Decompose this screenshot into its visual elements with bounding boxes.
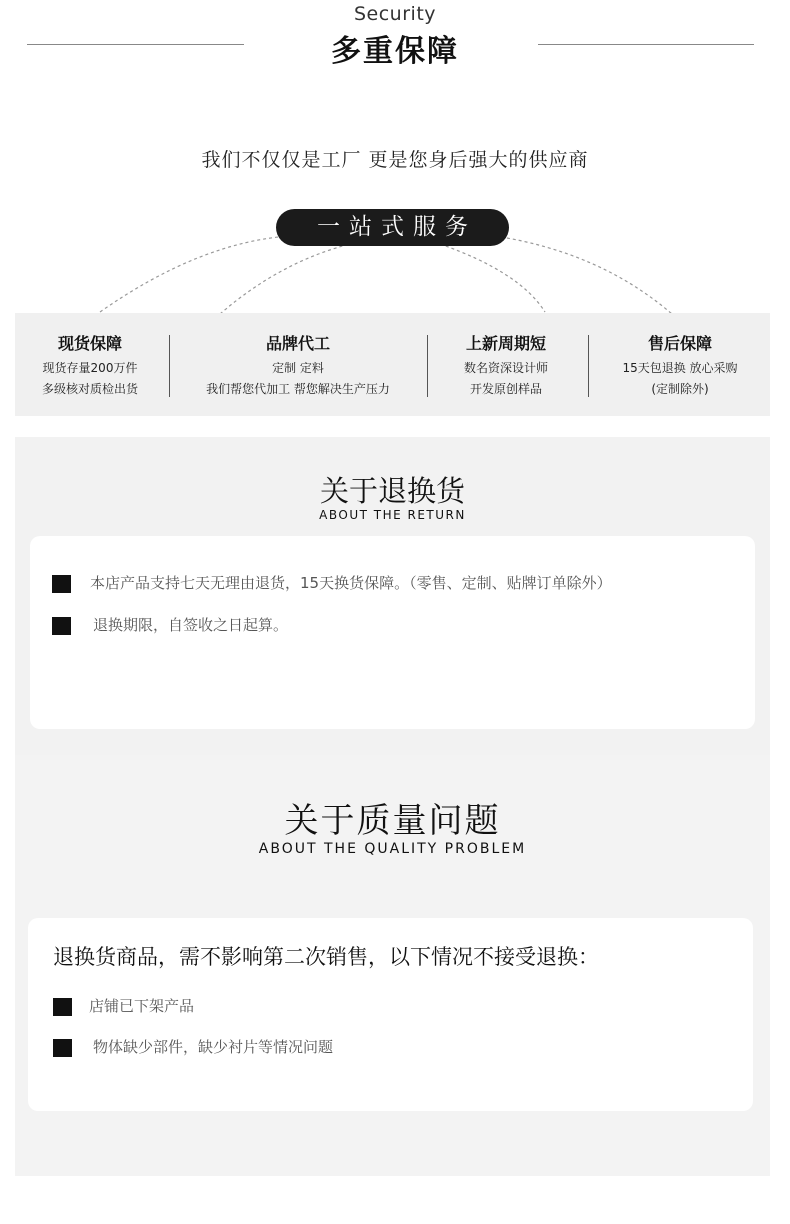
service-title: 品牌代工 <box>265 334 330 353</box>
header-divider-right <box>538 44 754 45</box>
connector-arc-inner-right <box>440 244 545 312</box>
connector-arc-inner-left <box>220 244 350 314</box>
quality-problem-section <box>15 755 770 1176</box>
quality-policy-card <box>28 918 753 1111</box>
service-desc-line1: 现货存量200万件 <box>42 361 138 375</box>
return-policy-section <box>15 437 770 755</box>
service-desc-line2: 开发原创样品 <box>469 382 542 396</box>
tagline: 我们不仅仅是工厂 更是您身后强大的供应商 <box>201 149 589 171</box>
service-desc-line2: (定制除外) <box>651 382 709 396</box>
pill-label: 一站式服务 <box>317 214 477 240</box>
service-divider <box>427 335 428 397</box>
one-stop-service-pill <box>276 209 509 246</box>
return-section-subtitle: ABOUT THE RETURN <box>319 508 466 522</box>
service-title: 现货保障 <box>57 334 122 353</box>
list-item-text: 店铺已下架产品 <box>89 997 195 1015</box>
return-section-title: 关于退换货 <box>319 474 465 508</box>
bullet-square-icon <box>53 998 72 1016</box>
quality-section-subtitle: ABOUT THE QUALITY PROBLEM <box>258 841 527 857</box>
list-item-text: 退换期限，自签收之日起算。 <box>93 616 289 634</box>
service-new-arrivals <box>433 313 579 416</box>
service-desc-line1: 数名资深设计师 <box>463 361 548 375</box>
header-english-title: Security <box>353 3 437 25</box>
service-divider <box>588 335 589 397</box>
service-stock <box>15 313 165 416</box>
services-band <box>15 313 770 416</box>
connector-arc-outer-right <box>495 236 672 314</box>
service-oem <box>175 313 421 416</box>
service-divider <box>169 335 170 397</box>
header-chinese-title: 多重保障 <box>331 34 459 69</box>
quality-heading: 退换货商品，需不影响第二次销售，以下情况不接受退换： <box>53 945 599 969</box>
bullet-square-icon <box>52 617 71 635</box>
return-policy-card <box>30 536 755 729</box>
service-desc-line1: 定制 定料 <box>272 361 324 375</box>
list-item-text: 本店产品支持七天无理由退货，15天换货保障。（零售、定制、贴牌订单除外） <box>90 574 612 592</box>
quality-section-title: 关于质量问题 <box>284 801 501 841</box>
service-desc-line2: 多级核对质检出货 <box>41 382 138 396</box>
bullet-square-icon <box>53 1039 72 1057</box>
service-desc-line1: 15天包退换 放心采购 <box>622 361 738 375</box>
service-desc-line2: 我们帮您代加工 帮您解决生产压力 <box>206 382 390 396</box>
bullet-square-icon <box>52 575 71 593</box>
service-title: 上新周期短 <box>465 334 546 353</box>
connector-arc-outer <box>100 236 290 312</box>
list-item-text: 物体缺少部件，缺少衬片等情况问题 <box>93 1038 334 1056</box>
service-after-sales <box>595 313 765 416</box>
service-title: 售后保障 <box>647 334 712 353</box>
